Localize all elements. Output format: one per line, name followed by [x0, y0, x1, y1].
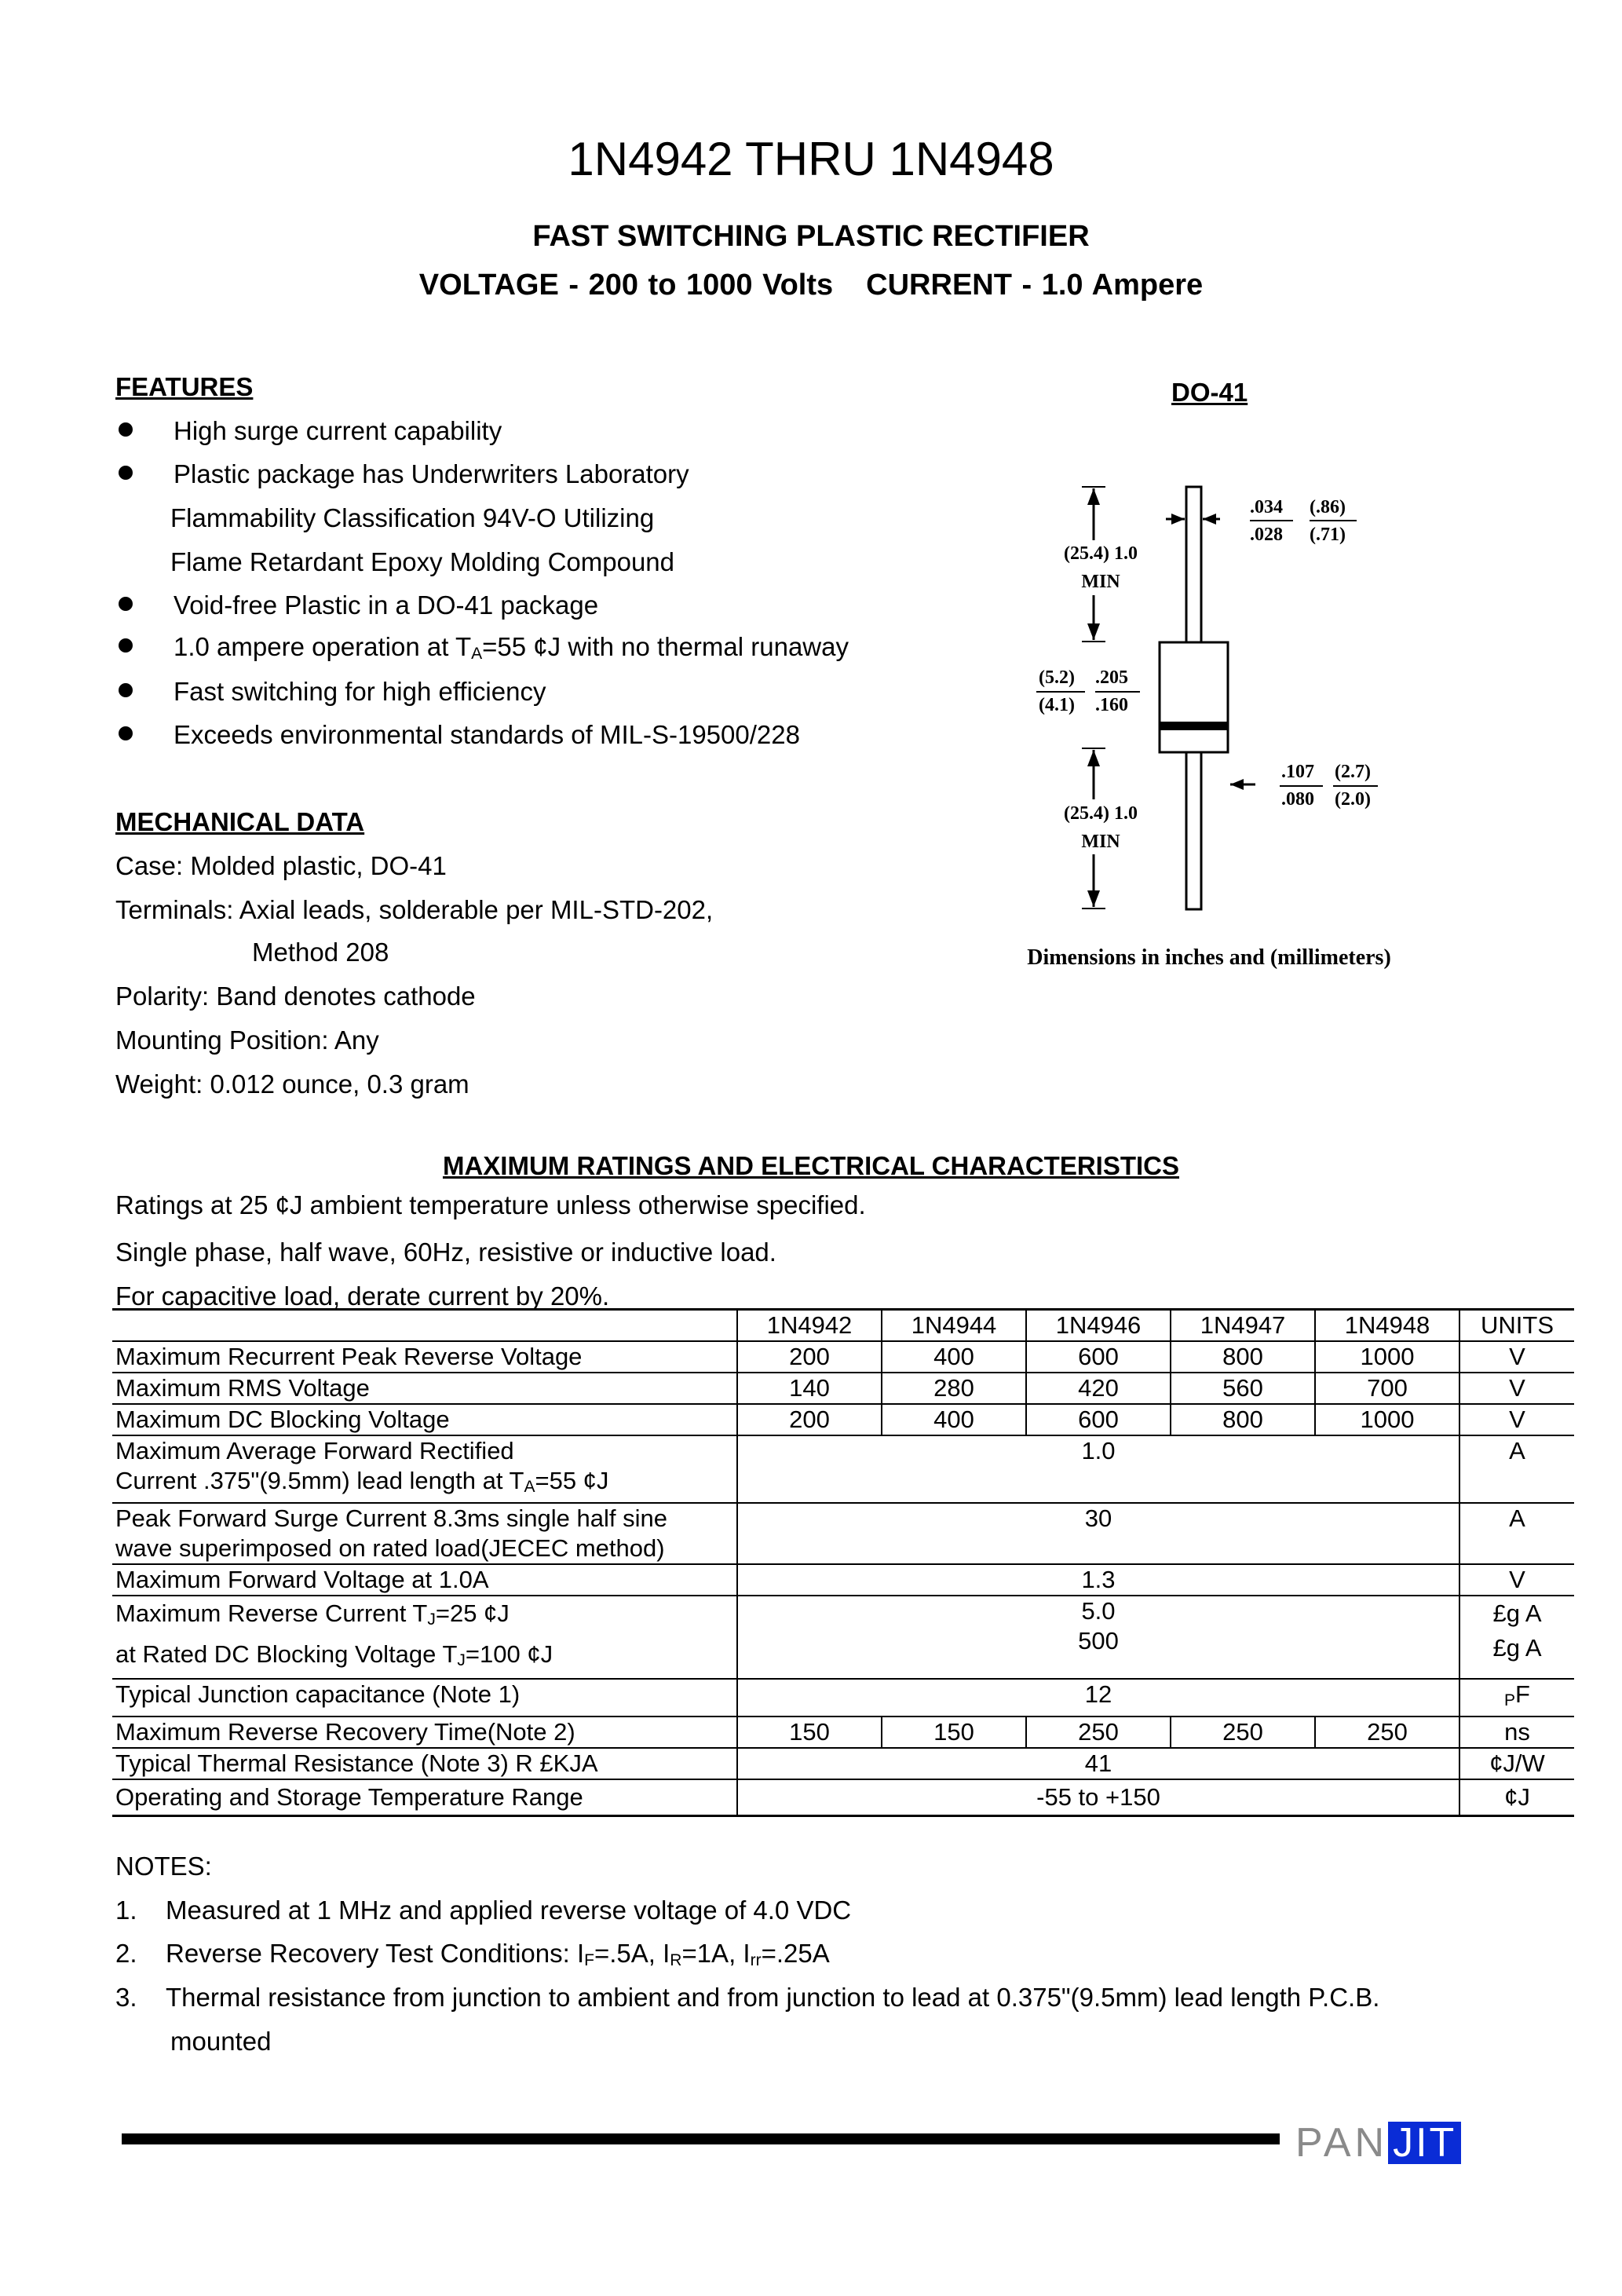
unit-cell: ¢J [1459, 1779, 1574, 1816]
feature-item-continued: Flame Retardant Epoxy Molding Compound [170, 547, 675, 576]
row-label: Maximum RMS Voltage [112, 1373, 737, 1404]
top-lead-min-label: MIN [1081, 572, 1120, 592]
table-header-cell: 1N4946 [1026, 1310, 1171, 1342]
bullet-icon [119, 726, 133, 740]
note-number: 3. [115, 1983, 137, 2012]
mechanical-line: Case: Molded plastic, DO-41 [115, 851, 447, 880]
feature-item: Exceeds environmental standards of MIL-S-19500/228 [174, 720, 800, 749]
feature-item: Fast switching for high efficiency [174, 677, 546, 706]
table-header-cell [112, 1310, 737, 1342]
diode-body [1160, 642, 1228, 752]
top-lead-length-label: (25.4) 1.0 [1064, 543, 1138, 564]
note-item: Thermal resistance from junction to ambient and from junction to lead at 0.375"(9.5mm) lead length P.C.B. [166, 1983, 1380, 2012]
table-row [112, 1404, 1574, 1435]
table-cell: 420 [1026, 1373, 1171, 1404]
body-len-max-in: .205 [1095, 667, 1128, 688]
bottom-lead [1186, 752, 1201, 909]
table-cell: -55 to +150 [737, 1779, 1459, 1816]
table-header-cell: UNITS [1459, 1310, 1574, 1342]
ratings-heading: MAXIMUM RATINGS AND ELECTRICAL CHARACTERISTICS [442, 1151, 1180, 1180]
body-dia-min-mm: (2.0) [1335, 789, 1371, 810]
unit-cell: A [1459, 1435, 1574, 1503]
unit-cell: A [1459, 1503, 1574, 1564]
table-header-cell: 1N4942 [737, 1310, 882, 1342]
note-number: 2. [115, 1939, 137, 1968]
row-label: Maximum Forward Voltage at 1.0A [112, 1564, 737, 1596]
note-item: Measured at 1 MHz and applied reverse voltage of 4.0 VDC [166, 1896, 852, 1925]
table-header-row [112, 1310, 1574, 1342]
unit-cell: V [1459, 1341, 1574, 1373]
unit-cell: ¢J/W [1459, 1748, 1574, 1779]
row-label: Maximum Recurrent Peak Reverse Voltage [112, 1341, 737, 1373]
table-cell: 400 [882, 1404, 1026, 1435]
package-heading: DO-41 [1171, 378, 1248, 407]
body-dia-min-in: .080 [1281, 789, 1314, 810]
table-row [112, 1779, 1574, 1816]
table-cell: 5.0 500 [737, 1596, 1459, 1679]
row-label: Operating and Storage Temperature Range [112, 1779, 737, 1816]
table-cell: 200 [737, 1341, 882, 1373]
dimensions-caption: Dimensions in inches and (millimeters) [1027, 945, 1391, 970]
table-cell: 1000 [1315, 1341, 1459, 1373]
unit-cell: £g A £g A [1459, 1596, 1574, 1679]
top-lead [1186, 487, 1201, 642]
features-heading: FEATURES [115, 372, 254, 401]
table-cell: 200 [737, 1404, 882, 1435]
bullet-icon [119, 466, 133, 480]
notes-heading: NOTES: [115, 1852, 212, 1881]
table-cell: 1.3 [737, 1564, 1459, 1596]
unit-cell: ns [1459, 1717, 1574, 1748]
voltage-range: VOLTAGE - 200 to 1000 Volts [418, 269, 834, 302]
body-dia-max-mm: (2.7) [1335, 762, 1371, 782]
row-label: Maximum DC Blocking Voltage [112, 1404, 737, 1435]
table-header-cell: 1N4948 [1315, 1310, 1459, 1342]
table-cell: 250 [1171, 1717, 1315, 1748]
mechanical-line: Polarity: Band denotes cathode [115, 982, 476, 1011]
bullet-icon [119, 597, 133, 611]
mechanical-line: Weight: 0.012 ounce, 0.3 gram [115, 1069, 469, 1099]
table-cell: 400 [882, 1341, 1026, 1373]
feature-item-continued: Flammability Classification 94V-O Utilizing [170, 503, 655, 532]
mechanical-line: Mounting Position: Any [115, 1026, 379, 1055]
table-row [112, 1435, 1574, 1503]
unit-cell: $_P$F [1459, 1679, 1574, 1717]
body-len-min-in: .160 [1095, 695, 1128, 715]
table-row [112, 1717, 1574, 1748]
note-number: 1. [115, 1896, 137, 1925]
feature-item: High surge current capability [174, 416, 502, 445]
table-cell: 1.0 [737, 1435, 1459, 1503]
table-cell: 800 [1171, 1404, 1315, 1435]
table-cell: 30 [737, 1503, 1459, 1564]
table-cell: 12 [737, 1679, 1459, 1717]
ratings-note: Single phase, half wave, 60Hz, resistive or inductive load. [115, 1238, 776, 1267]
table-row [112, 1679, 1574, 1717]
page-title: 1N4942 THRU 1N4948 [568, 133, 1054, 185]
feature-item: 1.0 ampere operation at $T_A=55$ ¢J with no thermal runaway [174, 632, 849, 663]
mechanical-line: Method 208 [252, 938, 389, 967]
body-len-max-mm: (5.2) [1039, 667, 1075, 688]
current-rating: CURRENT - 1.0 Ampere [866, 269, 1204, 302]
ratings-table [112, 1308, 1574, 1817]
lead-dia-min-in: .028 [1250, 525, 1283, 545]
mechanical-line: Terminals: Axial leads, solderable per MIL-STD-202, [115, 895, 714, 924]
feature-item: Void-free Plastic in a DO-41 package [174, 590, 599, 620]
table-cell: 140 [737, 1373, 882, 1404]
note-item: Reverse Recovery Test Conditions: $I_F=.5A$, $I_R=1A$, $I_{rr}=.25A$ [166, 1939, 830, 1969]
table-cell: 250 [1315, 1717, 1459, 1748]
table-row [112, 1596, 1574, 1679]
lead-dia-max-in: .034 [1250, 497, 1283, 517]
table-cell: 800 [1171, 1341, 1315, 1373]
table-row [112, 1341, 1574, 1373]
table-cell: 600 [1026, 1404, 1171, 1435]
bullet-icon [119, 422, 133, 437]
unit-cell: V [1459, 1373, 1574, 1404]
row-label: Peak Forward Surge Current 8.3ms single half sine wave superimposed on rated load(JECEC method) [112, 1503, 737, 1564]
table-header-cell: 1N4947 [1171, 1310, 1315, 1342]
table-cell: 1000 [1315, 1404, 1459, 1435]
table-row [112, 1373, 1574, 1404]
row-label: Maximum Reverse Recovery Time(Note 2) [112, 1717, 737, 1748]
body-dia-max-in: .107 [1281, 762, 1314, 782]
do41-outline-diagram [997, 463, 1437, 974]
lead-dia-min-mm: (.71) [1310, 525, 1346, 545]
body-len-min-mm: (4.1) [1039, 695, 1075, 715]
table-row [112, 1564, 1574, 1596]
table-cell: 600 [1026, 1341, 1171, 1373]
subtitle: FAST SWITCHING PLASTIC RECTIFIER [532, 220, 1090, 253]
table-cell: 700 [1315, 1373, 1459, 1404]
footer-divider [122, 2133, 1280, 2144]
row-label: Typical Thermal Resistance (Note 3) R £KJA [112, 1748, 737, 1779]
mechanical-heading: MECHANICAL DATA [115, 807, 365, 836]
ratings-note: For capacitive load, derate current by 20%. [115, 1281, 610, 1311]
table-cell: 150 [737, 1717, 882, 1748]
cathode-band [1160, 722, 1228, 730]
note-item-continued: mounted [170, 2027, 272, 2056]
ratings-note: Ratings at 25 ¢J ambient temperature unless otherwise specified. [115, 1190, 866, 1219]
bullet-icon [119, 683, 133, 697]
table-row [112, 1748, 1574, 1779]
row-label: Typical Junction capacitance (Note 1) [112, 1679, 737, 1717]
table-row [112, 1503, 1574, 1564]
row-label: Maximum Average Forward Rectified Current .375"(9.5mm) lead length at $T_A=55$ ¢J [112, 1435, 737, 1503]
feature-item: Plastic package has Underwriters Laboratory [174, 459, 689, 488]
table-cell: 560 [1171, 1373, 1315, 1404]
bottom-lead-length-label: (25.4) 1.0 [1064, 803, 1138, 824]
unit-cell: V [1459, 1564, 1574, 1596]
bottom-lead-min-label: MIN [1081, 832, 1120, 852]
table-cell: 280 [882, 1373, 1026, 1404]
unit-cell: V [1459, 1404, 1574, 1435]
row-label: Maximum Reverse Current $T_J=25$ ¢J at Rated DC Blocking Voltage $T_J=100$ ¢J [112, 1596, 737, 1679]
table-cell: 150 [882, 1717, 1026, 1748]
table-cell: 250 [1026, 1717, 1171, 1748]
bullet-icon [119, 638, 133, 653]
table-header-cell: 1N4944 [882, 1310, 1026, 1342]
panjit-logo: PAN JIT [1295, 2122, 1461, 2164]
table-cell: 41 [737, 1748, 1459, 1779]
lead-dia-max-mm: (.86) [1310, 497, 1346, 517]
rating-summary [0, 269, 1622, 302]
